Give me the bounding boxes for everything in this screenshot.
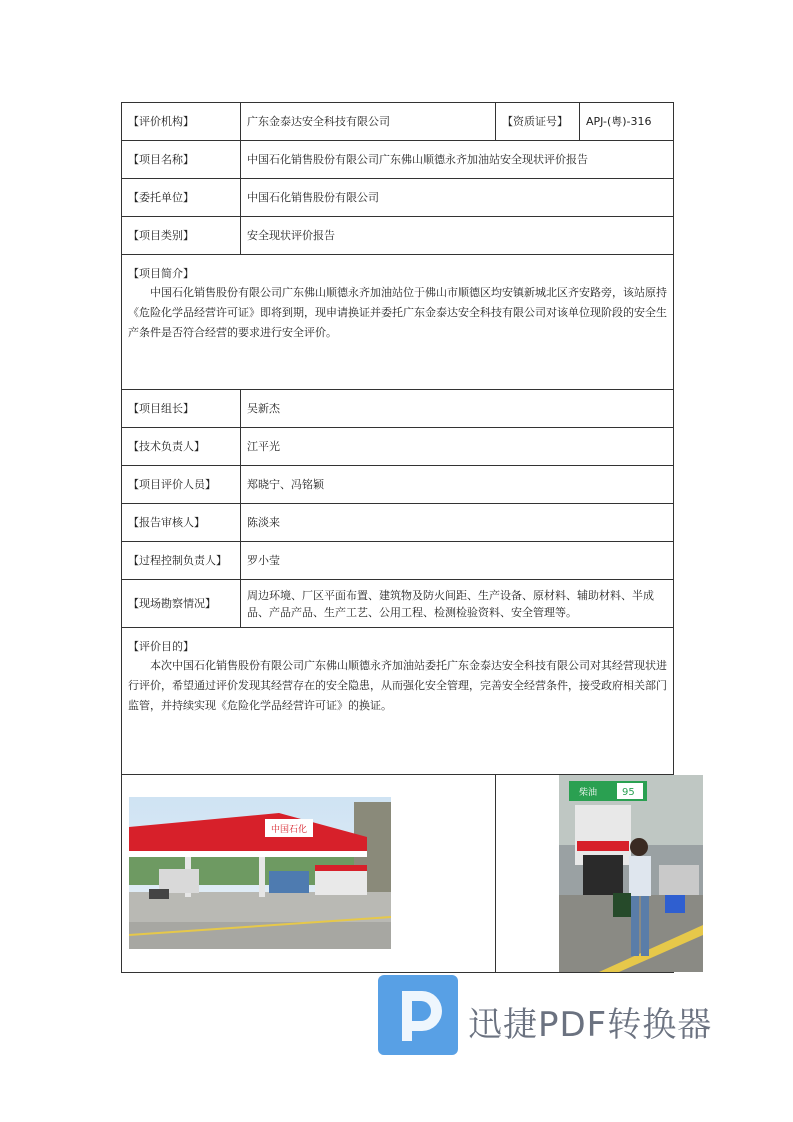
reviewer-label: 【报告审核人】	[122, 504, 241, 542]
purpose-section	[122, 628, 674, 775]
process-lead-label: 【过程控制负责人】	[122, 542, 241, 580]
cert-label: 【资质证号】	[496, 103, 580, 141]
site-value: 周边环境、厂区平面布置、建筑物及防火间距、生产设备、原材料、辅助材料、半成品、产品产品、生产工艺、公用工程、检测检验资料、安全管理等。	[241, 580, 674, 628]
intro-body: 中国石化销售股份有限公司广东佛山顺德永齐加油站位于佛山市顺德区均安镇新城北区齐安路旁，该站原持《危险化学品经营许可证》即将到期，现申请换证并委托广东金泰达安全科技有限公司对该单位现阶段的安全生产条件是否符合经营的要求进行安全评价。	[128, 286, 667, 339]
project-name-value: 中国石化销售股份有限公司广东佛山顺德永齐加油站安全现状评价报告	[241, 141, 674, 179]
gas-station-photo	[129, 797, 391, 949]
evaluators-label: 【项目评价人员】	[122, 466, 241, 504]
photo-cell-station	[122, 775, 496, 973]
watermark-text: 迅捷PDF转换器	[468, 1005, 713, 1045]
watermark	[378, 975, 738, 1057]
project-name-label: 【项目名称】	[122, 141, 241, 179]
intro-section	[122, 255, 674, 390]
org-label: 【评价机构】	[122, 103, 241, 141]
evaluators-value: 郑晓宁、冯铭颖	[241, 466, 674, 504]
cert-value: APJ-(粤)-316	[580, 103, 674, 141]
station-sign-text: 中国石化	[271, 825, 308, 835]
site-label: 【现场勘察情况】	[122, 580, 241, 628]
info-table	[121, 102, 674, 973]
pump-sign-text: 柴油	[579, 788, 598, 798]
category-value: 安全现状评价报告	[241, 217, 674, 255]
category-label: 【项目类别】	[122, 217, 241, 255]
pdf-logo-icon	[378, 975, 460, 1057]
pump-grade-text: 95	[622, 787, 635, 798]
leader-label: 【项目组长】	[122, 390, 241, 428]
fuel-pump-photo	[559, 775, 703, 972]
org-value: 广东金泰达安全科技有限公司	[241, 103, 496, 141]
reviewer-value: 陈淡来	[241, 504, 674, 542]
photo-cell-inspector	[496, 775, 674, 973]
purpose-body: 本次中国石化销售股份有限公司广东佛山顺德永齐加油站委托广东金泰达安全科技有限公司对其经营现状进行评价，希望通过评价发现其经营存在的安全隐患，从而强化安全管理，完善安全经营条件，接受政府相关部门监管，并持续实现《危险化学品经营许可证》的换证。	[128, 659, 667, 712]
intro-title: 【项目简介】	[128, 267, 194, 280]
leader-value: 吴新杰	[241, 390, 674, 428]
document	[121, 102, 673, 973]
client-value: 中国石化销售股份有限公司	[241, 179, 674, 217]
tech-lead-label: 【技术负责人】	[122, 428, 241, 466]
purpose-title: 【评价目的】	[128, 640, 194, 653]
tech-lead-value: 江平光	[241, 428, 674, 466]
process-lead-value: 罗小莹	[241, 542, 674, 580]
client-label: 【委托单位】	[122, 179, 241, 217]
